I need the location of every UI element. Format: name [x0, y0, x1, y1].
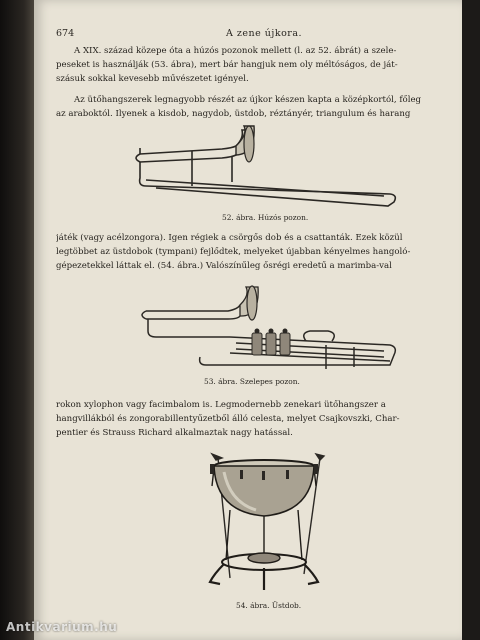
- book-spine-shadow: [0, 0, 34, 640]
- text-line: gépezetekkel láttak el. (54. ábra.) Valószínűleg ősrégi eredetű a marimba-val: [56, 261, 392, 272]
- figure-53-caption: 53. ábra. Szelepes pozon.: [204, 377, 300, 386]
- paragraph-1: [56, 44, 421, 87]
- figure-54-caption: 54. ábra. Üstdob.: [236, 601, 302, 610]
- page-header: [56, 28, 462, 42]
- paragraph-3: [56, 231, 421, 274]
- text-line: Az ütőhangszerek legnagyobb részét az újkor készen kapta a középkortól, főleg: [74, 95, 421, 105]
- text-line: rokon xylophon vagy facimbalom is. Legmodernebb zenekari ütőhangszer a: [56, 400, 386, 410]
- page-number: 674: [56, 28, 75, 39]
- paragraph-2: [56, 93, 421, 121]
- text-line: peseket is használják (53. ábra), mert bár hangjuk nem oly méltóságos, de ját-: [56, 60, 398, 71]
- text-line: A XIX. század közepe óta a húzós pozonok mellett (l. az 52. ábrát) a szele-: [74, 46, 397, 56]
- slide-trombone-illustration: [132, 124, 402, 214]
- text-line: legtöbbet az üstdobok (tympani) fejlődtek, melyeket újabban kényelmes hangoló-: [56, 247, 411, 258]
- valve-trombone-illustration: [140, 285, 402, 377]
- text-line: hangvillákból és zongorabillentyűzetből álló celesta, melyet Csajkovszki, Char-: [56, 414, 400, 425]
- watermark: Antikvarium.hu: [6, 620, 118, 634]
- running-title: A zene újkora.: [226, 28, 303, 39]
- text-line: szásuk sokkal kevesebb művészetet igényel.: [56, 74, 249, 85]
- figure-52-caption: 52. ábra. Húzós pozon.: [222, 213, 309, 222]
- text-line: játék (vagy acélzongora). Igen régiek a csörgős dob és a csattanták. Ezek közül: [56, 233, 403, 243]
- paragraph-4: [56, 398, 421, 441]
- text-line: az araboktól. Ilyenek a kisdob, nagydob, üstdob, réztányér, triangulum és harang: [56, 109, 411, 120]
- text-line: pentier és Strauss Richard alkalmaztak nagy hatással.: [56, 428, 293, 439]
- timpani-illustration: [200, 450, 330, 596]
